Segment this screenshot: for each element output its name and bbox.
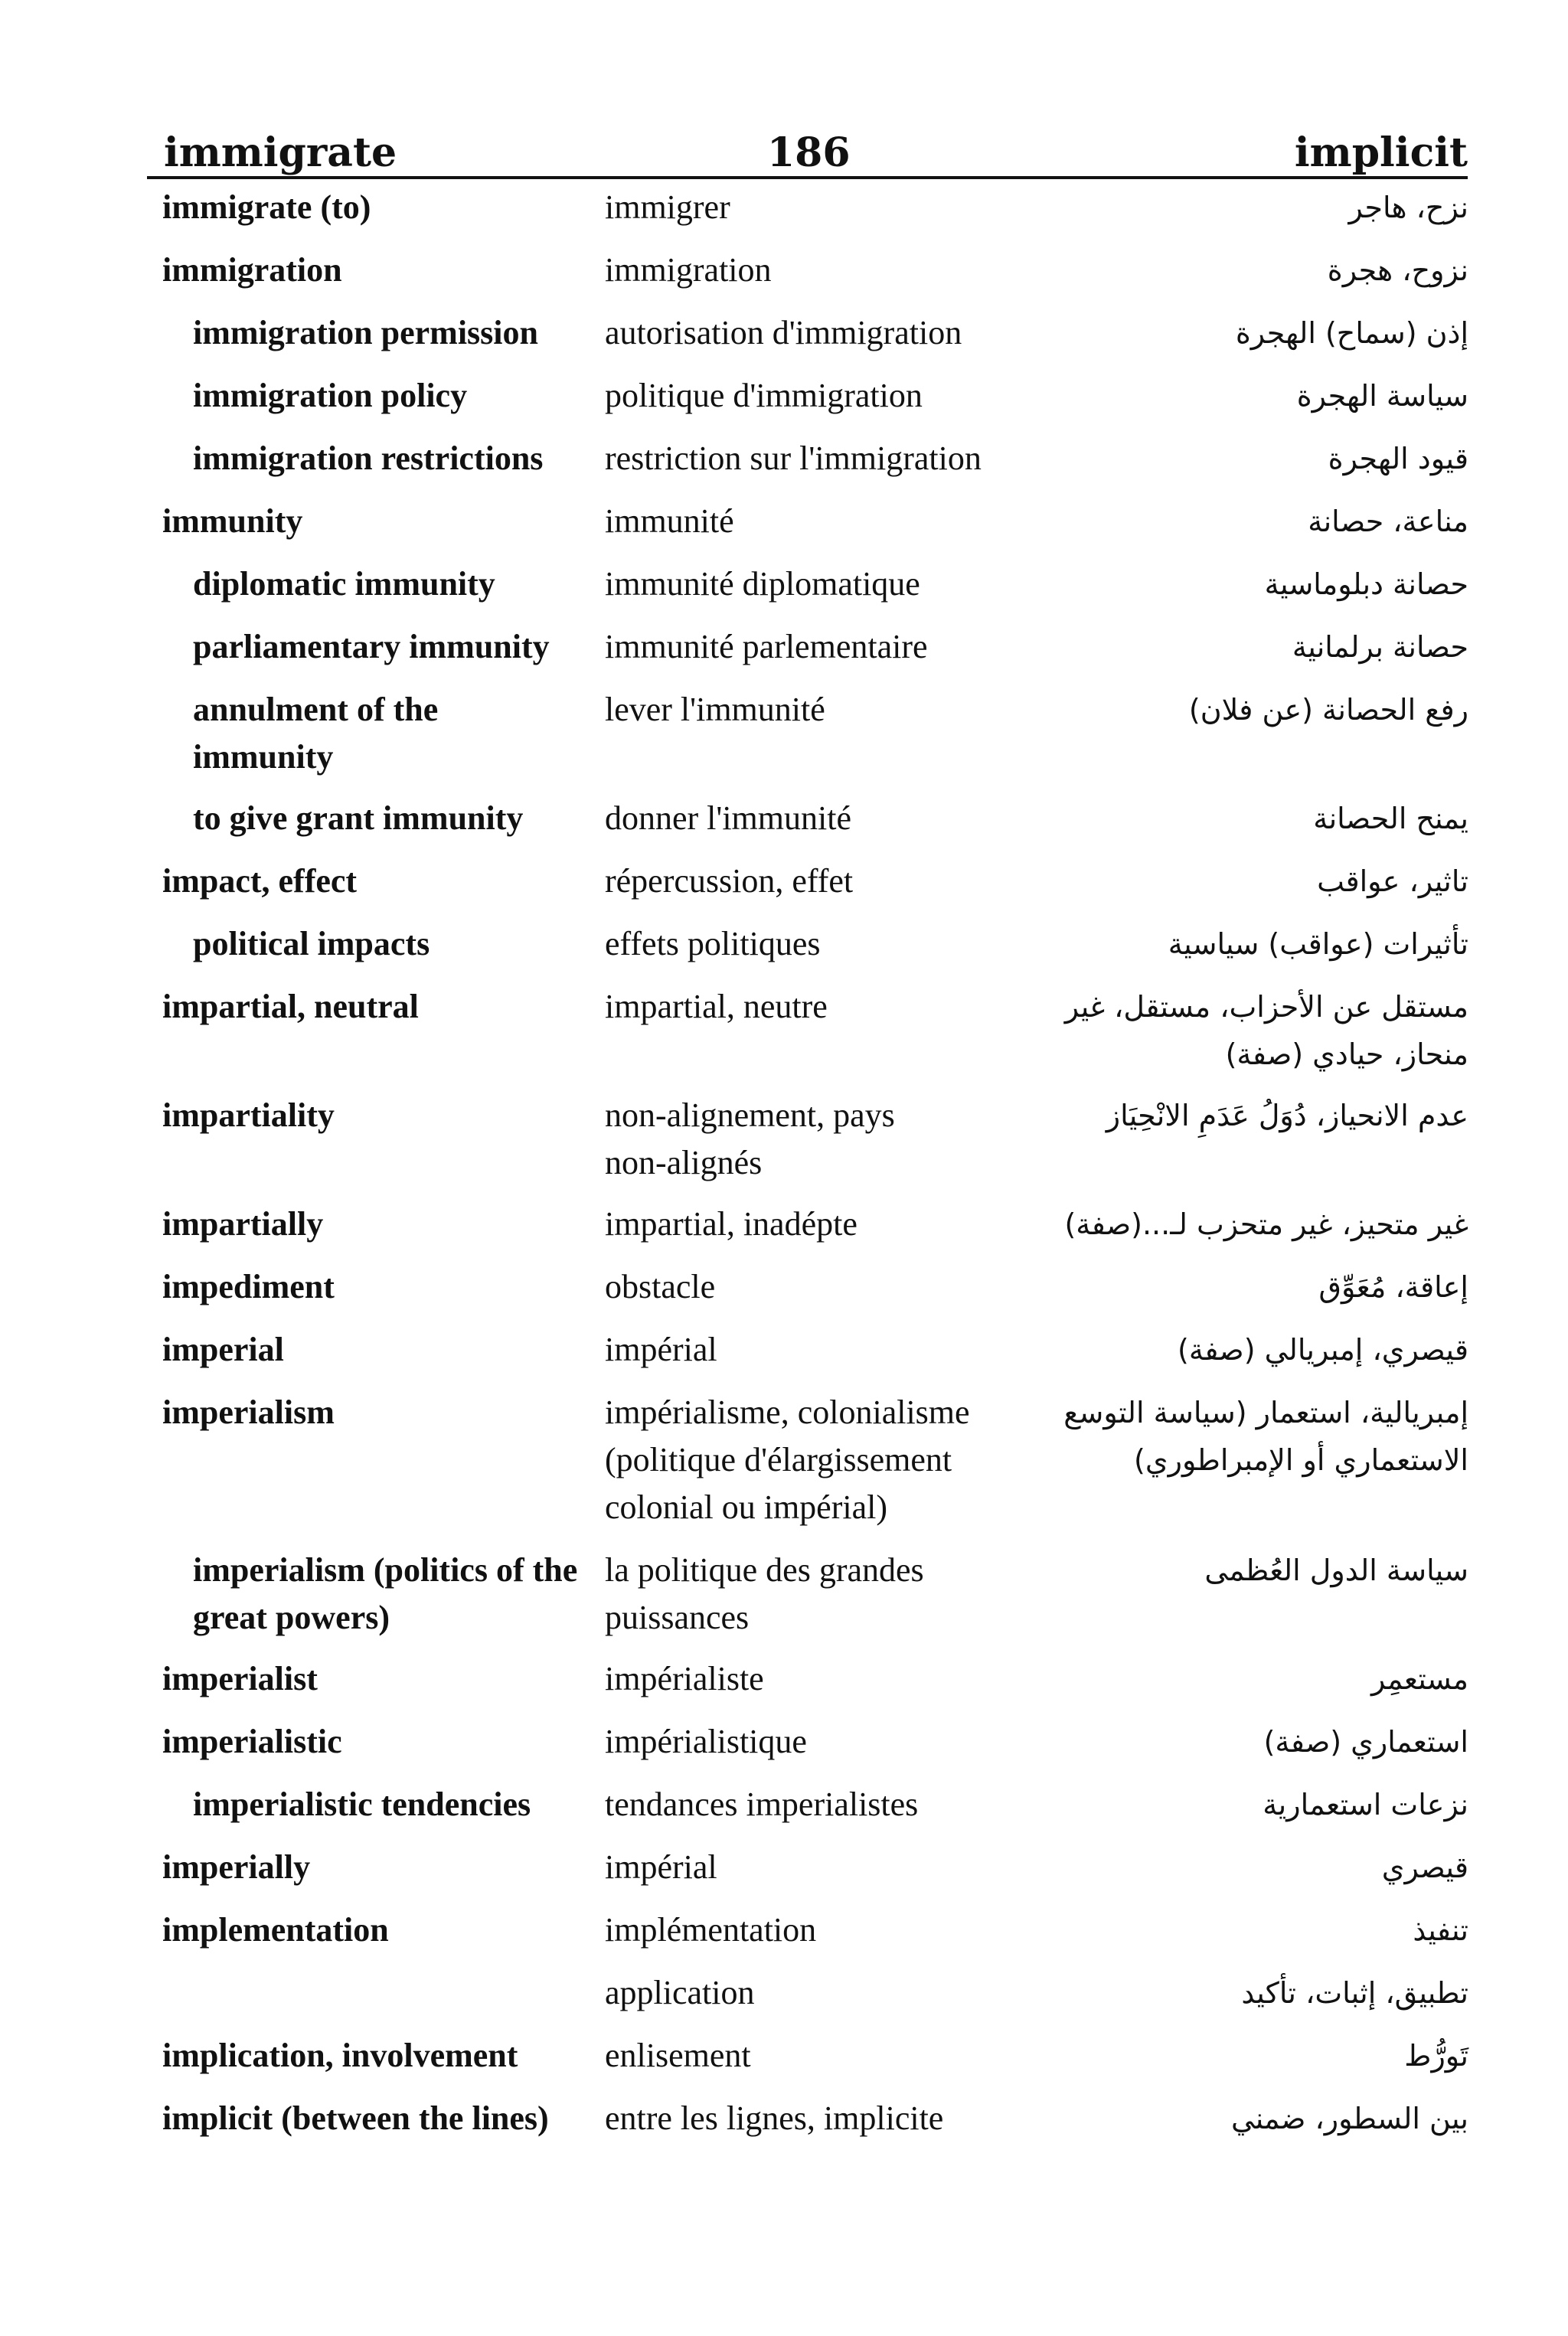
entry-row <box>0 1718 1568 1781</box>
french-term: politique d'immigration <box>605 377 923 414</box>
arabic-term: قيصري، إمبريالي (صفة) <box>1178 1333 1468 1367</box>
arabic-term: مناعة، حصانة <box>1308 505 1468 538</box>
arabic-term: يمنح الحصانة <box>1313 802 1468 835</box>
english-term: imperialist <box>162 1660 318 1697</box>
arabic-term: تاثير، عواقب <box>1317 864 1468 898</box>
arabic-term: غير متحيز، غير متحزب لـ...(صفة) <box>1064 1207 1468 1241</box>
entry-row <box>0 184 1568 247</box>
english-term: imperialism (politics of the great powers) <box>193 1551 578 1636</box>
entry-row <box>0 1781 1568 1844</box>
english-term: impartial, neutral <box>162 988 419 1025</box>
entry-row <box>0 1263 1568 1326</box>
french-term: impartial, neutre <box>605 988 828 1025</box>
entry-row <box>0 560 1568 623</box>
entry-row <box>0 1326 1568 1389</box>
english-term: implementation <box>162 1911 389 1949</box>
french-term: obstacle <box>605 1268 716 1305</box>
arabic-term: تنفيذ <box>1413 1913 1468 1947</box>
arabic-term: إعاقة، مُعَوِّق <box>1318 1270 1468 1304</box>
english-term: imperially <box>162 1848 311 1886</box>
french-term: immunité parlementaire <box>605 628 928 665</box>
arabic-term: حصانة دبلوماسية <box>1264 567 1468 601</box>
entry-row <box>0 1844 1568 1906</box>
french-term: autorisation d'immigration <box>605 314 962 351</box>
french-term: lever l'immunité <box>605 691 825 728</box>
arabic-term: سياسة الهجرة <box>1296 379 1468 413</box>
entry-row <box>0 795 1568 858</box>
french-term: répercussion, effet <box>605 862 854 900</box>
french-term: immunité <box>605 502 734 540</box>
arabic-term: عدم الانحياز، دُوَلُ عَدَمِ الانْحِيَاز <box>1106 1099 1468 1132</box>
arabic-term: إذن (سماح) الهجرة <box>1235 316 1468 350</box>
entry-row <box>0 1201 1568 1263</box>
english-term: immigrate (to) <box>162 188 371 226</box>
header-left-guide-word: immigrate <box>164 129 397 176</box>
entry-row <box>0 372 1568 435</box>
french-term: impérialistique <box>605 1723 807 1760</box>
french-term: impérialiste <box>605 1660 764 1697</box>
french-term: non-alignement, pays non-alignés <box>605 1096 895 1181</box>
english-term: annulment of the immunity <box>193 691 439 776</box>
arabic-term: رفع الحصانة (عن فلان) <box>1188 693 1468 727</box>
english-term: impediment <box>162 1268 335 1305</box>
entry-row <box>0 247 1568 309</box>
english-term: imperialistic tendencies <box>193 1785 531 1823</box>
arabic-term: نزعات استعمارية <box>1263 1788 1468 1821</box>
french-term: impérial <box>605 1331 717 1368</box>
french-term: restriction sur l'immigration <box>605 439 982 477</box>
arabic-term: مستقل عن الأحزاب، مستقل، غير منحاز، حيادي (صفة) <box>1064 990 1468 1071</box>
french-term: tendances imperialistes <box>605 1785 919 1823</box>
entry-row <box>0 1906 1568 1969</box>
entry-row <box>0 1389 1568 1547</box>
arabic-term: قيود الهجرة <box>1328 442 1468 475</box>
french-term: effets politiques <box>605 925 821 962</box>
english-term: political impacts <box>193 925 430 962</box>
english-term: parliamentary immunity <box>193 628 550 665</box>
french-term: enlisement <box>605 2037 751 2074</box>
entry-row <box>0 1655 1568 1718</box>
entry-row <box>0 1547 1568 1655</box>
french-term: application <box>605 1974 755 2011</box>
english-term: impartiality <box>162 1096 335 1134</box>
english-term: immigration permission <box>193 314 538 351</box>
english-term: imperialistic <box>162 1723 342 1760</box>
french-term: donner l'immunité <box>605 799 851 837</box>
english-term: immigration <box>162 251 342 289</box>
entry-row <box>0 1092 1568 1201</box>
english-term: diplomatic immunity <box>193 565 495 603</box>
entry-row <box>0 2095 1568 2204</box>
entry-row <box>0 1969 1568 2032</box>
english-term: imperialism <box>162 1393 335 1431</box>
english-term: to give grant immunity <box>193 799 524 837</box>
arabic-term: نزح، هاجر <box>1348 191 1468 224</box>
page-number: 186 <box>767 129 851 176</box>
english-term: impact, effect <box>162 862 358 900</box>
page-header <box>147 115 1468 179</box>
english-term: immigration policy <box>193 377 468 414</box>
arabic-term: حصانة برلمانية <box>1292 630 1468 664</box>
arabic-term: تَورُّط <box>1404 2039 1468 2073</box>
french-term: entre les lignes, implicite <box>605 2099 944 2137</box>
entry-row <box>0 920 1568 983</box>
french-term: la politique des grandes puissances <box>605 1551 924 1636</box>
entry-row <box>0 983 1568 1092</box>
entry-row <box>0 498 1568 560</box>
english-term: implication, involvement <box>162 2037 518 2074</box>
english-term: impartially <box>162 1205 324 1243</box>
entry-row <box>0 686 1568 795</box>
english-term: imperial <box>162 1331 284 1368</box>
arabic-term: قيصري <box>1381 1851 1468 1884</box>
french-term: implémentation <box>605 1911 817 1949</box>
entry-list <box>0 184 1568 2204</box>
english-term: implicit (between the lines) <box>162 2099 549 2137</box>
french-term: immigration <box>605 251 772 289</box>
entry-row <box>0 309 1568 372</box>
arabic-term: سياسة الدول العُظمى <box>1204 1554 1468 1587</box>
arabic-term: تطبيق، إثبات، تأكيد <box>1241 1976 1468 2010</box>
french-term: immunité diplomatique <box>605 565 920 603</box>
french-term: impérial <box>605 1848 717 1886</box>
entry-row <box>0 435 1568 498</box>
english-term: immunity <box>162 502 303 540</box>
arabic-term: استعماري (صفة) <box>1263 1725 1468 1759</box>
header-right-guide-word: implicit <box>1294 129 1468 176</box>
entry-row <box>0 2032 1568 2095</box>
entry-row <box>0 858 1568 920</box>
english-term: immigration restrictions <box>193 439 544 477</box>
arabic-term: تأثيرات (عواقب) سياسية <box>1168 927 1468 961</box>
entry-row <box>0 623 1568 686</box>
french-term: immigrer <box>605 188 730 226</box>
arabic-term: إمبريالية، استعمار (سياسة التوسع الاستعماري أو الإمبراطوري) <box>1063 1396 1468 1477</box>
arabic-term: بين السطور، ضمني <box>1231 2102 1468 2135</box>
arabic-term: نزوح، هجرة <box>1327 253 1468 287</box>
french-term: impartial, inadépte <box>605 1205 858 1243</box>
arabic-term: مستعمِر <box>1371 1662 1468 1696</box>
french-term: impérialisme, colonialisme (politique d'élargissement colonial ou impérial) <box>605 1393 970 1526</box>
